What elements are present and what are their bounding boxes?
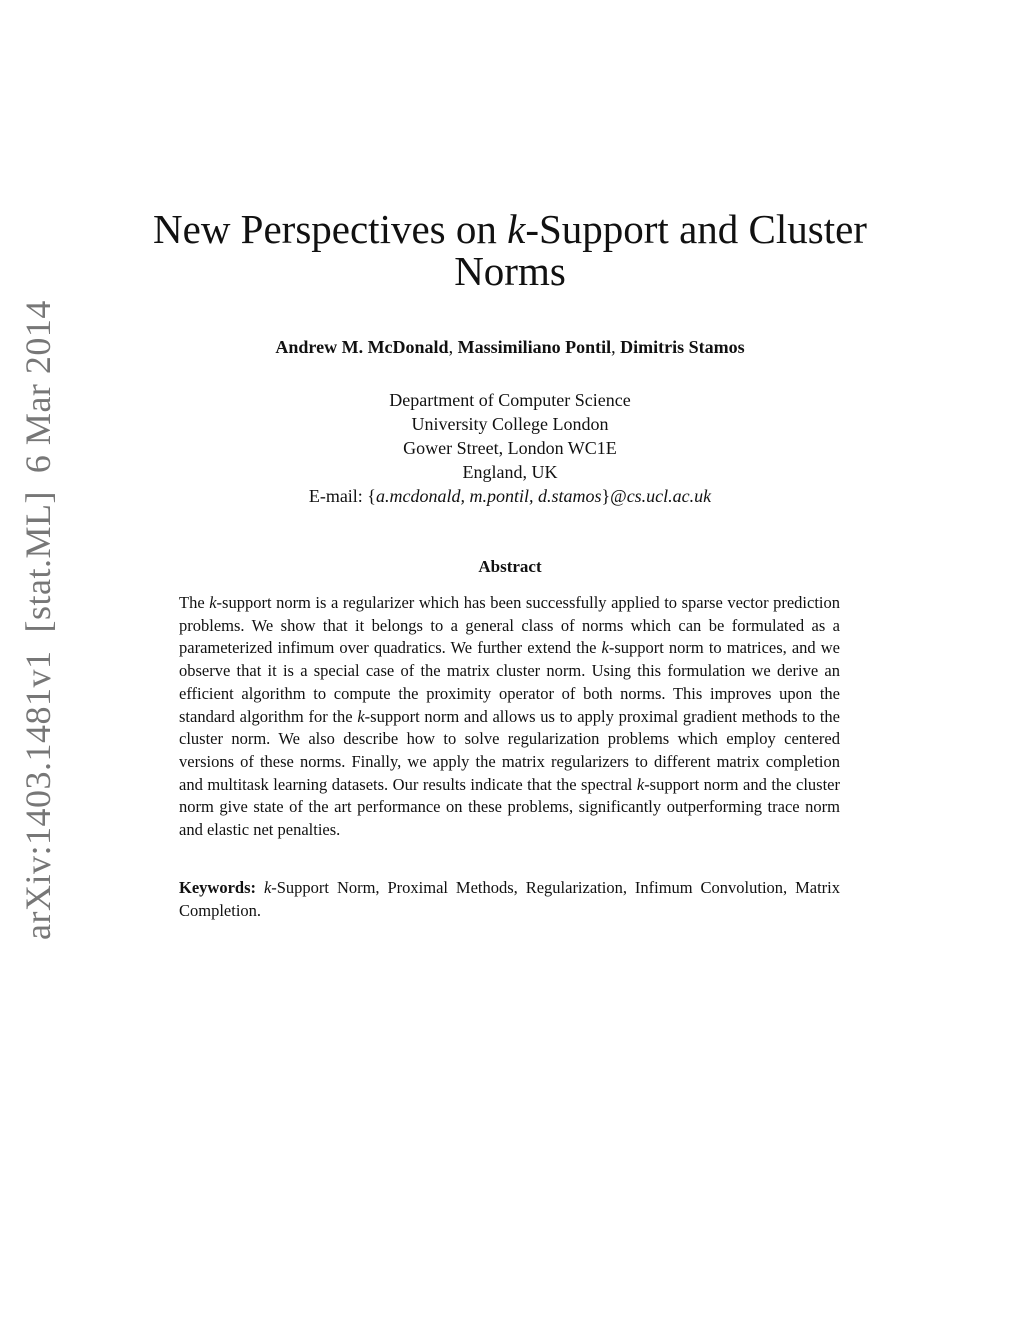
paper-title: New Perspectives on k-Support and Cluster Norms [153, 206, 867, 294]
country: England, UK [462, 462, 558, 482]
author-list: Andrew M. McDonald, Massimiliano Pontil, Dimitris Stamos [275, 337, 745, 357]
affiliation-block [100, 388, 920, 508]
author-name: Andrew M. McDonald [275, 337, 449, 357]
arxiv-id: arXiv:1403.1481v1 [18, 650, 58, 940]
math-k: k [507, 206, 526, 252]
abstract-heading: Abstract [478, 557, 542, 576]
keywords-label: Keywords: [179, 878, 256, 897]
keywords: Keywords: k-Support Norm, Proximal Methods, Regularization, Infimum Convolution, Matrix Completion. [179, 878, 841, 920]
arxiv-identifier-stamp [20, 282, 56, 940]
email-line: E-mail: {a.mcdonald, m.pontil, d.stamos}@cs.ucl.ac.uk [308, 486, 712, 506]
arxiv-category: [stat.ML] [18, 491, 58, 633]
author-name: Massimiliano Pontil [457, 337, 612, 357]
author-name: Dimitris Stamos [620, 337, 745, 357]
university: University College London [411, 414, 609, 434]
street-address: Gower Street, London WC1E [403, 438, 617, 458]
abstract-text: The k-support norm is a regularizer which has been successfully applied to sparse vector prediction problems. We show that it belongs to a general class of norms which can be formulated as a parameterized infimum over quadratics. We further extend the k-support norm to matrices, and we observe that it is a special case of the matrix cluster norm. Using this formulation we derive an efficient algorithm to compute the proximity operator of both norms. This improves upon the standard algorithm for the k-support norm and allows us to apply proximal gradient methods to the cluster norm. We also describe how to solve regularization problems which employ centered versions of these norms. Finally, we apply the matrix regularizers to different matrix completion and multitask learning datasets. Our results indicate that the spectral k-support norm and the cluster norm give state of the art performance on these problems, significantly outperforming trace norm and elastic net penalties. [179, 593, 841, 840]
arxiv-date: 6 Mar 2014 [18, 300, 58, 474]
department: Department of Computer Science [389, 390, 631, 410]
